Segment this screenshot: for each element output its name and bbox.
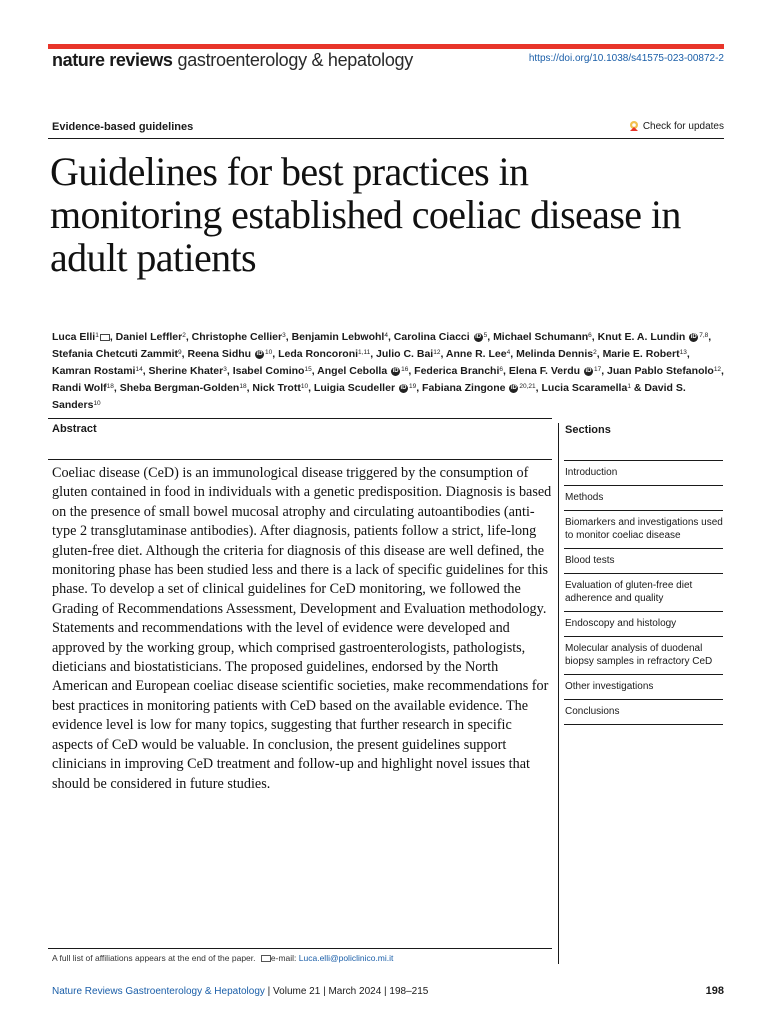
author-name: Benjamin Lebwohl [291, 331, 385, 343]
header-divider [48, 138, 724, 139]
author[interactable] [233, 365, 312, 377]
journal-footer [52, 986, 428, 997]
author-name: Sheba Bergman-Golden [119, 382, 240, 394]
author-name: Lucia Scaramella [541, 382, 628, 394]
affiliation-sup: 20,21 [519, 383, 536, 390]
author-name: Elena F. Verdu [508, 365, 581, 377]
affiliation-sup: 1 [627, 383, 631, 390]
author[interactable] [317, 365, 408, 377]
author[interactable] [607, 365, 721, 377]
affiliation-sup: 10 [300, 383, 309, 390]
author-name: Christophe Cellier [191, 331, 283, 343]
author-name: Randi Wolf [52, 382, 107, 394]
affiliation-sup: 2 [182, 332, 186, 339]
author[interactable] [292, 331, 388, 343]
sections-heading: Sections [565, 424, 611, 436]
author[interactable] [394, 331, 487, 343]
author-name: Luca Elli [52, 331, 96, 343]
author[interactable] [52, 382, 114, 394]
author[interactable] [493, 331, 592, 343]
affiliation-sup: 13 [679, 349, 687, 356]
envelope-icon [261, 955, 271, 962]
author[interactable] [509, 365, 601, 377]
author[interactable] [149, 365, 227, 377]
author[interactable] [446, 348, 510, 360]
affiliation-sup: 4 [506, 349, 511, 356]
brand-bold: nature reviews [52, 50, 173, 70]
orcid-icon[interactable]: iD [475, 333, 482, 340]
orcid-icon[interactable]: iD [585, 367, 592, 374]
section-link-conclusions[interactable]: Conclusions [564, 699, 723, 725]
author[interactable] [414, 365, 503, 377]
author-name: Federica Branchi [414, 365, 500, 377]
footnote-text: A full list of affiliations appears at the end of the paper. [52, 953, 256, 963]
author[interactable] [542, 382, 631, 394]
article-type-label: Evidence-based guidelines [52, 121, 194, 133]
section-link-biomarkers[interactable]: Biomarkers and investigations used to monitor coeliac disease [564, 510, 723, 548]
orcid-icon[interactable]: iD [392, 367, 399, 374]
author[interactable] [252, 382, 308, 394]
affiliation-sup: 1 [95, 332, 99, 339]
author-name: Anne R. Lee [445, 348, 507, 360]
author-name: Marie E. Robert [602, 348, 680, 360]
journal-brand[interactable] [52, 50, 413, 71]
author-list: Luca Elli$^1$ , Daniel Leffler$^2$, Christophe Cellier$^3$, Benjamin Lebwohl$^4$, Carolina Ciacci iD $^5$, Michael Schumann$^6$, Knut E. A. Lundin iD $^{7,8}$, Stefania Chetcuti Zammit$^9$, Reena Sidhu iD $^{10}$, Leda Roncoroni$^{1,11}$, Julio C. Bai$^{12}$, Anne R. Lee$^4$, Melinda Dennis$^2$, Marie E. Robert$^{13}$, Kamran Rostami$^{14}$, Sherine Khater$^3$, Isabel Comino$^{15}$, Angel Cebolla iD $^{16}$, Federica Branchi$^6$, Elena F. Verdu iD $^{17}$, Juan Pablo Stefanolo$^{12}$, Randi Wolf$^{18}$, Sheba Bergman-Golden$^{18}$, Nick Trott$^{10}$, Luigia Scudeller iD $^{19}$, Fabiana Zingone iD $^{20,21}$, Lucia Scaramella$^1$ & David S. Sanders$^{10}$ [52, 331, 724, 411]
abstract-heading: Abstract [52, 423, 97, 435]
affiliation-sup: 3 [223, 366, 227, 373]
author-name: Daniel Leffler [115, 331, 183, 343]
affiliation-sup: 12 [433, 349, 441, 356]
author-name: Nick Trott [252, 382, 301, 394]
abstract-text: Coeliac disease (CeD) is an immunological disease triggered by the consumption of gluten contained in food in individuals with a genetic predisposition. Diagnosis is based on the presence of small bowel mucosal atrophy and circulating autoantibodies (anti-type 2 transglutaminase antibodies). After diagnosis, patients follow a strict, life-long gluten-free diet. Although the criteria for diagnosis of this disease are well defined, the monitoring phase has been studied less and there is a lack of specific guidelines for this phase. To develop a set of clinical guidelines for CeD monitoring, we followed the Grading of Recommendations Assessment, Development and Evaluation methodology. Statements and recommendations with the level of evidence were developed and approved by the working group, which comprised gastroenterologists, pathologists, dieticians and biostatisticians. The proposed guidelines, endorsed by the North American and European coeliac disease scientific societies, make recommendations for best practices in monitoring patients with CeD based on the available evidence. The evidence level is low for many topics, suggesting that further research in specific aspects of CeD would be valuable. In conclusion, the present guidelines support clinicians in improving CeD treatment and follow-up and highlight novel issues that should be considered in future studies. [52, 465, 552, 792]
affiliation-sup: 2 [593, 349, 597, 356]
author-name: Reena Sidhu [187, 348, 252, 360]
affiliation-sup: 1,11 [358, 349, 371, 356]
footer-journal-name[interactable]: Nature Reviews Gastroenterology & Hepatology [52, 986, 265, 997]
affiliation-sup: 10 [265, 349, 273, 356]
orcid-icon[interactable]: iD [690, 333, 697, 340]
author-name: Fabiana Zingone [422, 382, 506, 394]
author[interactable] [314, 382, 416, 394]
section-link-molecular-analysis[interactable]: Molecular analysis of duodenal biopsy samples in refractory CeD [564, 636, 723, 674]
author-name: Leda Roncoroni [278, 348, 359, 360]
abstract-top-rule [48, 418, 552, 419]
email-link[interactable]: Luca.elli@policlinico.mi.it [298, 953, 394, 963]
author[interactable] [120, 382, 247, 394]
affiliation-sup: 16 [401, 366, 409, 373]
footnote-rule [48, 948, 552, 949]
section-link-blood-tests[interactable]: Blood tests [564, 548, 723, 573]
affiliation-footnote [52, 953, 393, 963]
author-name: Melinda Dennis [516, 348, 594, 360]
author-name: Angel Cebolla [317, 365, 388, 377]
check-updates-label: Check for updates [642, 120, 724, 132]
mail-icon[interactable] [100, 334, 110, 341]
section-link-endoscopy[interactable]: Endoscopy and histology [564, 611, 723, 636]
author-name: Juan Pablo Stefanolo [607, 365, 714, 377]
article-title: Guidelines for best practices in monitoring established coeliac disease in adult patients [50, 149, 681, 280]
author[interactable] [376, 348, 440, 360]
author-name: Julio C. Bai [376, 348, 434, 360]
affiliation-sup: 4 [384, 332, 388, 339]
affiliation-sup: 12 [713, 366, 722, 373]
affiliation-sup: 18 [106, 383, 114, 390]
author-name: Kamran Rostami [52, 365, 136, 377]
sections-nav [564, 460, 723, 725]
author[interactable] [598, 331, 709, 343]
section-link-other-investigations[interactable]: Other investigations [564, 674, 723, 699]
author[interactable] [422, 382, 536, 394]
doi-link[interactable]: https://doi.org/10.1038/s41575-023-00872-2 [528, 53, 724, 64]
affiliation-sup: 17 [593, 366, 602, 373]
author[interactable] [278, 348, 370, 360]
section-link-introduction[interactable]: Introduction [564, 460, 723, 485]
author-name: Luigia Scudeller [313, 382, 396, 394]
email-label: e-mail: [270, 953, 297, 963]
affiliation-sup: 14 [135, 366, 143, 373]
orcid-icon[interactable]: iD [256, 350, 263, 357]
author[interactable] [52, 365, 143, 377]
affiliation-sup: 7,8 [699, 332, 709, 339]
affiliation-sup: 6 [588, 332, 592, 339]
orcid-icon[interactable]: iD [400, 384, 407, 391]
affiliation-sup: 19 [408, 383, 417, 390]
author-name: Carolina Ciacci [393, 331, 470, 343]
footer-issue-details: | Volume 21 | March 2024 | 198–215 [264, 986, 429, 997]
affiliation-sup: 10 [93, 400, 101, 407]
author[interactable] [603, 348, 687, 360]
author-name: David S. Sanders [52, 382, 686, 411]
author[interactable] [188, 348, 273, 360]
brand-light: gastroenterology & hepatology [177, 50, 413, 70]
affiliation-sup: 6 [499, 366, 503, 373]
author[interactable] [192, 331, 286, 343]
sidebar-divider [558, 423, 559, 964]
affiliation-sup: 5 [483, 332, 488, 339]
affiliation-sup: 18 [239, 383, 247, 390]
author[interactable] [52, 348, 182, 360]
author-name: Michael Schumann [493, 331, 589, 343]
check-updates-button[interactable] [628, 120, 724, 132]
author[interactable] [52, 331, 110, 343]
author[interactable] [116, 331, 186, 343]
section-link-gfd-adherence[interactable]: Evaluation of gluten-free diet adherence and quality [564, 573, 723, 611]
author-name: Isabel Comino [232, 365, 305, 377]
affiliation-sup: 15 [304, 366, 312, 373]
author-name: Stefania Chetcuti Zammit [52, 348, 179, 360]
affiliation-sup: 9 [178, 349, 182, 356]
affiliation-sup: 3 [282, 332, 286, 339]
author-name: Sherine Khater [148, 365, 224, 377]
accent-bar [48, 44, 724, 49]
orcid-icon[interactable]: iD [510, 384, 517, 391]
author[interactable] [516, 348, 597, 360]
check-updates-icon [628, 120, 640, 132]
author-name: Knut E. A. Lundin [597, 331, 686, 343]
section-link-methods[interactable]: Methods [564, 485, 723, 510]
page-number: 198 [705, 985, 724, 997]
abstract-heading-rule [48, 459, 552, 460]
